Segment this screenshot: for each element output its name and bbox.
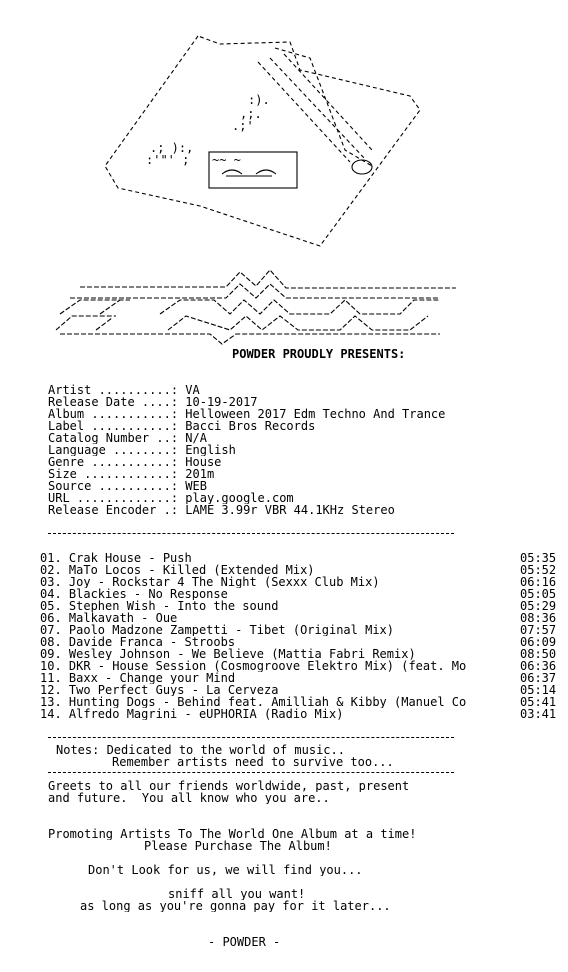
signoff: - POWDER - <box>208 936 281 948</box>
svg-text:,;.: ,;. <box>240 107 262 121</box>
sniff-line-2: as long as you're gonna pay for it later... <box>80 900 391 912</box>
divider <box>48 737 454 738</box>
sniff-line-1: sniff all you want! <box>168 888 306 900</box>
greets-line-2: and future. You all know who you are.. <box>48 792 330 804</box>
info-label: Size ............: <box>48 468 186 480</box>
info-row <box>48 444 236 456</box>
svg-text:~~ ~: ~~ ~ <box>212 153 241 167</box>
track-title: 08. Davide Franca - Stroobs <box>40 636 236 648</box>
track-row <box>0 684 568 696</box>
info-label: Release Encoder .: <box>48 504 186 516</box>
divider <box>48 533 454 534</box>
track-duration: 05:14 <box>520 683 557 697</box>
info-label: Language ........: <box>48 444 186 456</box>
info-label: URL .............: <box>48 492 186 504</box>
notes-line-2: Remember artists need to survive too... <box>112 756 394 768</box>
track-title: 04. Blackies - No Response <box>40 588 228 600</box>
track-duration: 05:29 <box>520 599 557 613</box>
track-row <box>0 576 568 588</box>
track-row <box>0 660 568 672</box>
greets-line-1: Greets to all our friends worldwide, past, present <box>48 780 410 792</box>
notes-line-1: Notes: Dedicated to the world of music.. <box>56 744 345 756</box>
art-strip-3 <box>284 54 372 150</box>
track-title: 13. Hunting Dogs - Behind feat. Amilliah & Kibby (Manuel Co <box>40 696 467 708</box>
track-title: 07. Paolo Madzone Zampetti - Tibet (Original Mix) <box>40 624 395 636</box>
track-row <box>0 600 568 612</box>
info-label: Catalog Number ..: <box>48 432 186 444</box>
track-row <box>0 672 568 684</box>
svg-text::'"' ;: :'"' ; <box>146 153 190 167</box>
info-value: play.google.com <box>185 492 294 504</box>
ascii-art-logo <box>0 0 568 362</box>
track-title: 14. Alfredo Magrini - eUPHORIA (Radio Mix) <box>40 708 344 720</box>
info-value: House <box>185 456 222 468</box>
track-row <box>0 636 568 648</box>
track-row <box>0 588 568 600</box>
promo-line-2: Please Purchase The Album! <box>144 840 332 852</box>
track-duration: 05:41 <box>520 695 557 709</box>
track-title: 05. Stephen Wish - Into the sound <box>40 600 279 612</box>
info-label: Source ..........: <box>48 480 186 492</box>
info-row <box>48 492 294 504</box>
track-row <box>0 552 568 564</box>
info-row <box>48 396 258 408</box>
promo-line-1: Promoting Artists To The World One Album at a time! <box>48 828 417 840</box>
track-duration: 07:57 <box>520 623 557 637</box>
presents-heading: POWDER PROUDLY PRESENTS: <box>232 348 406 360</box>
info-value: English <box>185 444 236 456</box>
track-title: 10. DKR - House Session (Cosmogroove Elektro Mix) (feat. Mo <box>40 660 467 672</box>
track-row <box>0 696 568 708</box>
art-strip-2 <box>270 58 366 160</box>
info-value: N/A <box>185 432 207 444</box>
svg-text::).: :). <box>248 93 270 107</box>
track-duration: 05:52 <box>520 563 557 577</box>
track-title: 01. Crak House - Push <box>40 552 192 564</box>
info-row <box>48 384 200 396</box>
info-row <box>48 480 207 492</box>
track-title: 12. Two Perfect Guys - La Cerveza <box>40 684 279 696</box>
svg-text:.; ):,: .; ):, <box>150 141 194 155</box>
track-duration: 08:36 <box>520 611 557 625</box>
track-title: 06. Malkavath - Oue <box>40 612 178 624</box>
info-row <box>48 504 395 516</box>
art-outline-inner <box>275 48 372 166</box>
track-row <box>0 708 568 720</box>
info-label: Artist ..........: <box>48 384 186 396</box>
track-row <box>0 612 568 624</box>
logo-letters-2 <box>56 316 428 330</box>
track-title: 11. Baxx - Change your Mind <box>40 672 236 684</box>
info-row <box>48 468 214 480</box>
info-row <box>48 408 445 420</box>
track-row <box>0 648 568 660</box>
info-label: Release Date ....: <box>48 396 186 408</box>
track-duration: 06:36 <box>520 659 557 673</box>
track-duration: 06:37 <box>520 671 557 685</box>
track-title: 03. Joy - Rockstar 4 The Night (Sexxx Club Mix) <box>40 576 380 588</box>
track-duration: 06:16 <box>520 575 557 589</box>
logo-mid-rule <box>70 284 440 298</box>
logo-bottom-rule <box>60 334 440 344</box>
track-duration: 05:35 <box>520 551 557 565</box>
info-row <box>48 432 207 444</box>
info-value: LAME 3.99r VBR 44.1KHz Stereo <box>185 504 395 516</box>
art-strip-1 <box>258 62 350 162</box>
info-value: WEB <box>185 480 207 492</box>
info-value: 201m <box>185 468 215 480</box>
track-title: 02. MaTo Locos - Killed (Extended Mix) <box>40 564 315 576</box>
dont-look-line: Don't Look for us, we will find you... <box>88 864 363 876</box>
info-row <box>48 420 315 432</box>
svg-text:.;': .;' <box>232 119 254 133</box>
track-duration: 03:41 <box>520 707 557 721</box>
info-row <box>48 456 221 468</box>
info-label: Genre ...........: <box>48 456 186 468</box>
info-value: 10-19-2017 <box>185 396 258 408</box>
track-duration: 06:09 <box>520 635 557 649</box>
info-label: Album ...........: <box>48 408 186 420</box>
track-row <box>0 624 568 636</box>
info-value: Bacci Bros Records <box>185 420 316 432</box>
logo-letters-1 <box>60 300 440 314</box>
divider <box>48 772 454 773</box>
track-duration: 05:05 <box>520 587 557 601</box>
track-title: 09. Wesley Johnson - We Believe (Mattia Fabri Remix) <box>40 648 416 660</box>
info-value: Helloween 2017 Edm Techno And Trance <box>185 408 446 420</box>
track-duration: 08:50 <box>520 647 557 661</box>
info-label: Label ...........: <box>48 420 186 432</box>
track-row <box>0 564 568 576</box>
info-value: VA <box>185 384 200 396</box>
